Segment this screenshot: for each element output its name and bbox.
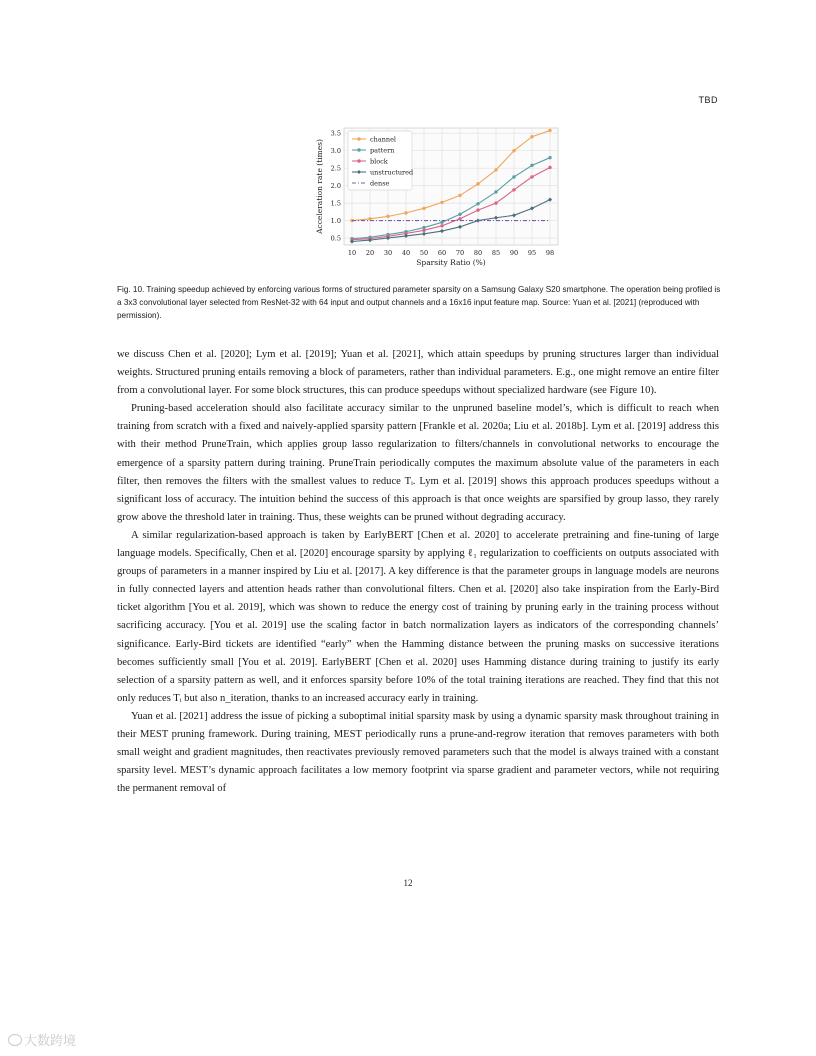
data-point-block <box>476 208 479 211</box>
running-header: TBD <box>698 95 718 105</box>
data-point-block <box>458 217 461 220</box>
y-tick-label: 2.0 <box>330 182 341 191</box>
data-point-block <box>530 175 533 178</box>
y-tick-label: 1.5 <box>330 199 341 208</box>
data-point-block <box>422 229 425 232</box>
x-tick-label: 20 <box>365 249 375 257</box>
data-point-pattern <box>476 202 479 205</box>
data-point-block <box>548 166 551 169</box>
data-point-block <box>440 224 443 227</box>
figure-caption: Fig. 10. Training speedup achieved by enforcing various forms of structured parameter sparsity on a Samsung Galaxy S20 smartphone. The operation being profiled is a 3x3 convolutional layer selected from ResNet-32 with 64 input and output channels and a 16x16 input feature map. Source: Yuan et al. [2021] (reproduced with permission). <box>117 285 721 320</box>
x-tick-label: 95 <box>527 249 537 257</box>
legend-label-block: block <box>370 157 388 166</box>
data-point-channel <box>386 215 389 218</box>
data-point-pattern <box>512 175 515 178</box>
data-point-pattern <box>548 156 551 159</box>
x-tick-label: 98 <box>545 249 555 257</box>
x-axis-label: Sparsity Ratio (%) <box>416 258 486 267</box>
data-point-pattern <box>440 221 443 224</box>
body-text <box>117 346 719 798</box>
data-point-channel <box>458 194 461 197</box>
data-point-channel <box>476 182 479 185</box>
watermark-logo-icon <box>8 1034 22 1046</box>
data-point-channel <box>494 168 497 171</box>
x-tick-label: 60 <box>437 249 447 257</box>
y-axis-label: Acceleration rate (times) <box>315 139 324 234</box>
data-point-channel <box>368 217 371 220</box>
y-tick-label: 1.0 <box>330 217 341 226</box>
data-point-channel <box>512 149 515 152</box>
data-point-pattern <box>494 190 497 193</box>
x-tick-label: 10 <box>347 249 357 257</box>
legend-label-pattern: pattern <box>370 146 395 155</box>
page-number: 12 <box>403 878 413 888</box>
x-tick-label: 40 <box>401 249 411 257</box>
legend-marker-channel <box>357 137 360 140</box>
paragraph-3: A similar regularization-based approach is taken by EarlyBERT [Chen et al. 2020] to accelerate pretraining and fine-tuning of large language models. Specifically, Chen et al. [2020] encourage sparsity by applying ℓ₁ regularization to coefficients on outputs associated with groups of parameters in a manner inspired by Liu et al. [2017]. A key difference is that the parameter groups in language models are neurons in fully connected layers and attention heads rather than convolutional filters. Chen et al. [2020] also take inspiration from the Early-Bird ticket algorithm [You et al. 2019], which was shown to reduce the energy cost of training by pruning early in the training process without sacrificing accuracy. [You et al. 2019] use the scaling factor in batch normalization layers as indicators of the corresponding channels’ significance. Early-Bird tickets are identified “early” when the Hamming distance between the pruning masks on successive iterations becomes sufficiently small [You et al. 2019]. EarlyBERT [Chen et al. 2020] uses Hamming distance during training to justify its early selection of a sparsity pattern as well, and it enforces sparsity before 10% of the total training iterations are reached. They find that this not only reduces Tᵢ but also n_iteration, thanks to an increased accuracy early in training. <box>117 529 719 704</box>
legend-label-channel: channel <box>370 135 396 144</box>
x-tick-label: 70 <box>455 249 465 257</box>
x-tick-label: 85 <box>491 249 501 257</box>
legend-label-dense: dense <box>370 179 390 188</box>
y-tick-label: 2.5 <box>330 164 341 173</box>
data-point-pattern <box>458 213 461 216</box>
speedup-line-chart <box>310 122 560 270</box>
watermark <box>8 1030 76 1049</box>
x-tick-label: 30 <box>383 249 393 257</box>
x-tick-label: 80 <box>473 249 483 257</box>
data-point-channel <box>548 129 551 132</box>
data-point-channel <box>404 211 407 214</box>
chart-legend <box>348 131 413 190</box>
paragraph-2: Pruning-based acceleration should also facilitate accuracy similar to the unpruned baseline model’s, which is difficult to reach when training from scratch with a fixed and naively-applied sparsity pattern [Frankle et al. 2020a; Liu et al. 2018b]. Lym et al. [2019] address this with their method PruneTrain, which applies group lasso regularization to filters/channels in convolutional networks to encourage the emergence of a sparsity pattern during training. PruneTrain periodically computes the maximum absolute value of the parameters in each filter, then removes the filters with the smallest values to reduce Tᵢ. Lym et al. [2019] shows this approach produces speedups without a significant loss of accuracy. The intuition behind the success of this approach is that once weights are sparsified by group lasso, they rarely grow above the threshold later in training. Thus, these weights can be pruned without degrading accuracy. <box>117 403 719 523</box>
y-tick-label: 0.5 <box>330 234 341 243</box>
y-tick-label: 3.5 <box>330 129 341 138</box>
data-point-channel <box>530 135 533 138</box>
paragraph-4: Yuan et al. [2021] address the issue of picking a suboptimal initial sparsity mask by using a dynamic sparsity mask throughout training in their MEST pruning framework. During training, MEST periodically runs a prune-and-regrow iteration that removes parameters with both small weight and gradient magnitudes, then reactivates previously removed parameters such that the model is always trained with a constant sparsity level. MEST’s dynamic approach facilitates a low memory footprint via sparse gradient and parameter vectors, while not requiring the permanent removal of <box>117 710 719 795</box>
legend-marker-block <box>357 159 360 162</box>
data-point-pattern <box>530 164 533 167</box>
x-tick-label: 90 <box>509 249 519 257</box>
y-tick-label: 3.0 <box>330 147 341 156</box>
data-point-channel <box>440 201 443 204</box>
paragraph-1: we discuss Chen et al. [2020]; Lym et al. [2019]; Yuan et al. [2021], which attain speedups by pruning structures larger than individual weights. Structured pruning entails removing a block of parameters, rather than individual parameters. E.g., one might remove an entire filter from a convolutional layer. For some block structures, this can produce speedups without specialized hardware (see Figure 10). <box>117 349 719 397</box>
data-point-channel <box>422 207 425 210</box>
watermark-text: 大数跨境 <box>24 1034 77 1049</box>
data-point-block <box>512 188 515 191</box>
legend-label-unstructured: unstructured <box>370 168 414 177</box>
data-point-block <box>494 201 497 204</box>
x-tick-label: 50 <box>419 249 429 257</box>
legend-marker-pattern <box>357 148 360 151</box>
